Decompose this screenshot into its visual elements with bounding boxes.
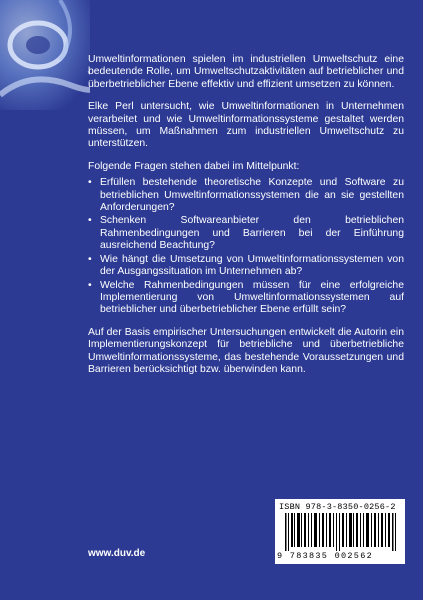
- closing-paragraph: Auf der Basis empirischer Untersuchungen entwickelt die Autorin ein Implementierungskonzept für betriebliche und überbetriebliche Umweltinformationssysteme, das bestehende Voraussetzungen und Barrieren berücksichtigt bzw. überwinden kann.: [88, 326, 404, 375]
- question-item: • Schenken Softwareanbieter den betrieblichen Rahmenbedingungen und Barrieren bei der Einführung ausreichend Beachtung?: [88, 215, 404, 252]
- website-url[interactable]: www.duv.de: [88, 548, 146, 559]
- question-item: • Welche Rahmenbedingungen müssen für eine erfolgreiche Implementierung von Umweltinformationssystemen auf betrieblicher und überbetrieblicher Ebene erfüllt sein?: [88, 280, 404, 317]
- isbn-label: ISBN 978-3-8350-0256-2: [279, 502, 396, 512]
- question-item: • Erfüllen bestehende theoretische Konzepte und Software zu betrieblichen Umweltinformationssystemen die an sie gestellten Anforderungen?: [88, 177, 404, 214]
- author-paragraph: Elke Perl untersucht, wie Umweltinformationen in Unternehmen verarbeitet und wie Umweltinformationssysteme gestaltet werden müssen, um Maßnahmen zum industriellen Umweltschutz zu unterstützen.: [88, 101, 404, 150]
- cover-decoration-image: [0, 0, 90, 110]
- intro-paragraph: Umweltinformationen spielen im industriellen Umweltschutz eine bedeutende Rolle, um Umweltschutzaktivitäten auf betrieblicher und überbetrieblicher Ebene effektiv und effizient umsetzen zu können.: [88, 54, 404, 90]
- question-item: • Wie hängt die Umsetzung von Umweltinformationssystemen von der Ausgangssituation im Unternehmen ab?: [88, 254, 404, 279]
- questions-intro: Folgende Fragen stehen dabei im Mittelpunkt:: [88, 160, 300, 172]
- questions-list: [88, 177, 404, 316]
- barcode: [275, 499, 405, 564]
- blurb-text: [88, 54, 404, 386]
- barcode-bars: [285, 513, 397, 551]
- barcode-digits: 9 783835 002562: [277, 551, 374, 561]
